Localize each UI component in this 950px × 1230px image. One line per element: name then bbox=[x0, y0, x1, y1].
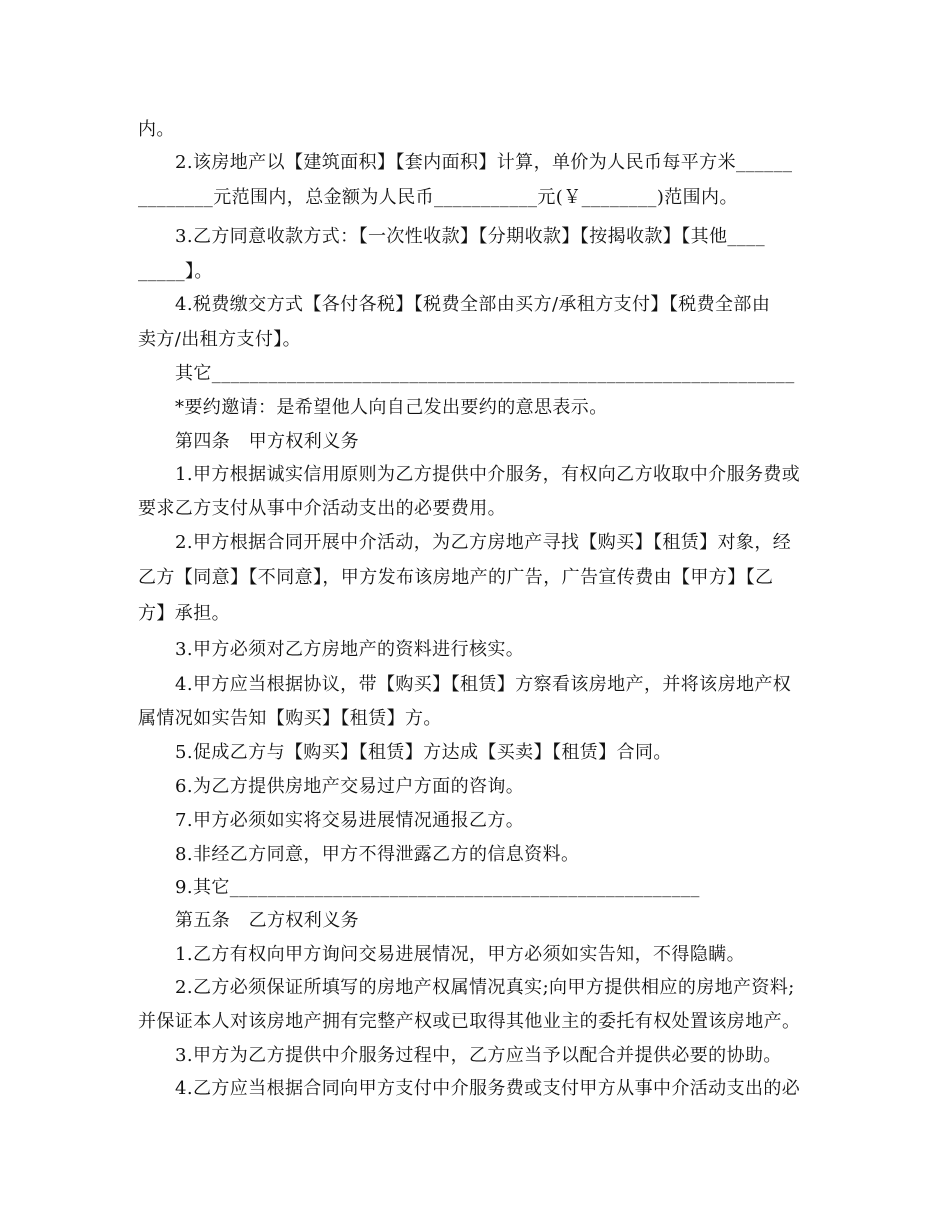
text-line bbox=[0, 940, 950, 970]
line-text: 第四条 甲方权利义务 bbox=[175, 431, 359, 452]
text-line bbox=[0, 704, 950, 734]
line-text: 其它______________________________________________________________ bbox=[175, 363, 795, 384]
line-text: 2.甲方根据合同开展中介活动，为乙方房地产寻找【购买】【租赁】对象，经 bbox=[175, 532, 792, 553]
line-text: 方】承担。 bbox=[138, 603, 230, 624]
text-line bbox=[0, 148, 950, 178]
line-text: 8.非经乙方同意，甲方不得泄露乙方的信息资料。 bbox=[175, 844, 580, 865]
line-text: 1.乙方有权向甲方询问交易进展情况，甲方必须如实告知，不得隐瞒。 bbox=[175, 944, 745, 965]
text-line bbox=[0, 670, 950, 700]
text-line bbox=[0, 599, 950, 629]
line-text: 9.其它__________________________________________________ bbox=[175, 877, 700, 898]
line-text: 3.甲方为乙方提供中介服务过程中，乙方应当予以配合并提供必要的协助。 bbox=[175, 1045, 782, 1066]
line-text: 乙方【同意】【不同意】，甲方发布该房地产的广告，广告宣传费由【甲方】【乙 bbox=[138, 567, 774, 588]
text-line bbox=[0, 1007, 950, 1037]
text-line bbox=[0, 290, 950, 320]
section-heading bbox=[0, 906, 950, 936]
text-line bbox=[0, 738, 950, 768]
text-line bbox=[0, 359, 950, 389]
section-heading bbox=[0, 427, 950, 457]
text-line bbox=[0, 1074, 950, 1104]
line-text: 7.甲方必须如实将交易进展情况通报乙方。 bbox=[175, 810, 525, 831]
line-text: 3.甲方必须对乙方房地产的资料进行核实。 bbox=[175, 639, 525, 660]
line-text: 4.税费缴交方式【各付各税】【税费全部由买方/承租方支付】【税费全部由 bbox=[175, 294, 771, 315]
text-line bbox=[0, 494, 950, 524]
text-line bbox=[0, 973, 950, 1003]
text-line bbox=[0, 325, 950, 355]
line-text: 5.促成乙方与【购买】【租赁】方达成【买卖】【租赁】合同。 bbox=[175, 742, 672, 763]
line-text: 4.乙方应当根据合同向甲方支付中介服务费或支付甲方从事中介活动支出的必 bbox=[175, 1078, 801, 1099]
text-line bbox=[0, 840, 950, 870]
text-line bbox=[0, 772, 950, 802]
line-text: ________元范围内，总金额为人民币___________元(￥________)范围内。 bbox=[138, 187, 738, 208]
line-text: 2.乙方必须保证所填写的房地产权属情况真实;向甲方提供相应的房地产资料; bbox=[175, 977, 795, 998]
text-line bbox=[0, 563, 950, 593]
line-text: 内。 bbox=[138, 119, 175, 140]
text-line bbox=[0, 806, 950, 836]
line-text: 4.甲方应当根据协议，带【购买】【租赁】方察看该房地产，并将该房地产权 bbox=[175, 674, 792, 695]
line-text: 卖方/出租方支付】。 bbox=[138, 329, 302, 350]
text-line bbox=[0, 1041, 950, 1071]
text-line bbox=[0, 257, 950, 287]
line-text: 6.为乙方提供房地产交易过户方面的咨询。 bbox=[175, 776, 525, 797]
text-line bbox=[0, 393, 950, 423]
text-line bbox=[0, 635, 950, 665]
text-line bbox=[0, 183, 950, 213]
line-text: 并保证本人对该房地产拥有完整产权或已取得其他业主的委托有权处置该房地产。 bbox=[138, 1011, 801, 1032]
text-line bbox=[0, 873, 950, 903]
line-text: 第五条 乙方权利义务 bbox=[175, 910, 359, 931]
text-line bbox=[0, 528, 950, 558]
line-text: 3.乙方同意收款方式：【一次性收款】【分期收款】【按揭收款】【其他____ bbox=[175, 226, 765, 247]
line-text: 2.该房地产以【建筑面积】【套内面积】计算，单价为人民币每平方米______ bbox=[175, 152, 793, 173]
text-line bbox=[0, 222, 950, 252]
text-line bbox=[0, 115, 950, 145]
text-line bbox=[0, 460, 950, 490]
line-text: 属情况如实告知【购买】【租赁】方。 bbox=[138, 708, 442, 729]
line-text: 1.甲方根据诚实信用原则为乙方提供中介服务，有权向乙方收取中介服务费或 bbox=[175, 464, 801, 485]
line-text: 要求乙方支付从事中介活动支出的必要费用。 bbox=[138, 498, 506, 519]
line-text: _____】。 bbox=[138, 261, 213, 282]
line-text: *要约邀请：是希望他人向自己发出要约的意思表示。 bbox=[175, 397, 608, 418]
